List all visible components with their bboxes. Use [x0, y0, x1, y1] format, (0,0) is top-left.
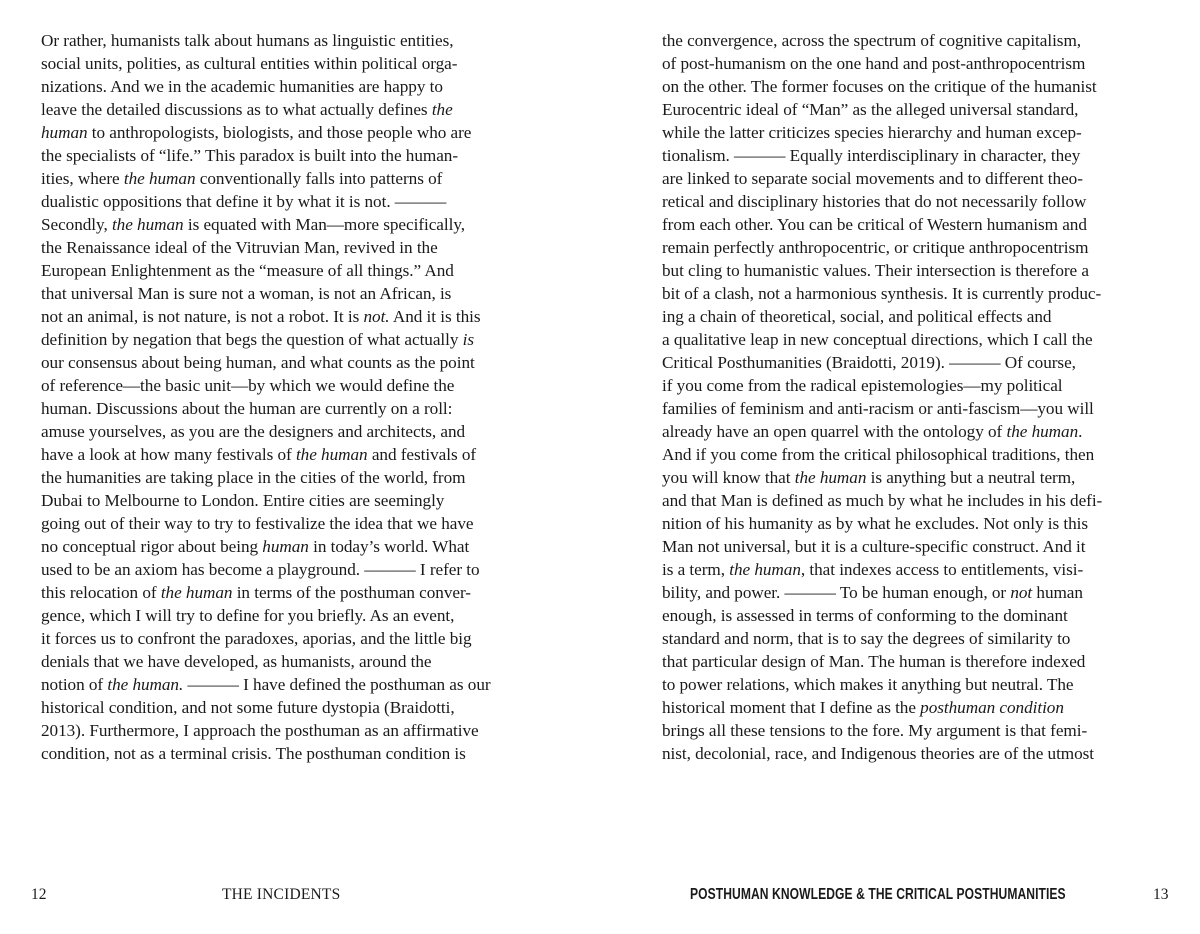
text-line [41, 512, 541, 535]
text-run: . [1078, 422, 1083, 442]
text-line [41, 558, 541, 581]
text-line [41, 236, 541, 259]
text-run: is anything but a neutral term, [866, 468, 1076, 488]
text-run: to power relations, which makes it anything but neutral. The [662, 675, 1074, 695]
text-run: to anthropologists, biologists, and those people who are [87, 123, 472, 143]
italic-text: is [462, 330, 475, 350]
text-line [41, 144, 541, 167]
text-line [41, 673, 541, 696]
text-line [662, 512, 1162, 535]
text-line [41, 696, 541, 719]
text-run: is a term, [662, 560, 730, 580]
text-run: families of feminism and anti-racism or anti-fascism—you will [662, 399, 1094, 419]
text-run: the Renaissance ideal of the Vitruvian Man, revived in the [41, 238, 438, 258]
text-run: it forces us to confront the paradoxes, aporias, and the little big [41, 629, 472, 649]
text-line [41, 121, 541, 144]
text-run: from each other. You can be critical of Western humanism and [662, 215, 1087, 235]
text-line [41, 397, 541, 420]
text-line [662, 52, 1162, 75]
text-line [662, 305, 1162, 328]
text-line [41, 742, 541, 765]
right-page-number: 13 [1153, 886, 1169, 903]
text-run: historical condition, and not some future dystopia (Braidotti, [41, 698, 455, 718]
text-run: leave the detailed discussions as to what actually defines [41, 100, 432, 120]
text-run: of post-humanism on the one hand and post-anthropocentrism [662, 54, 1086, 74]
text-line [662, 167, 1162, 190]
text-line [41, 29, 541, 52]
text-line [41, 190, 541, 213]
text-run: Man not universal, but it is a culture-specific construct. And it [662, 537, 1086, 557]
text-line [41, 535, 541, 558]
right-body-text [662, 29, 1162, 766]
italic-text: human [262, 537, 309, 557]
text-run: nist, decolonial, race, and Indigenous theories are of the utmost [662, 744, 1095, 764]
text-line [662, 282, 1162, 305]
text-run: notion of [41, 675, 108, 695]
text-run: nition of his humanity as by what he excludes. Not only is this [662, 514, 1089, 534]
text-run: bit of a clash, not a harmonious synthesis. It is currently produc- [662, 284, 1102, 304]
text-run: tionalism. ——— Equally interdisciplinary in character, they [662, 146, 1081, 166]
right-running-head: POSTHUMAN KNOWLEDGE & THE CRITICAL POSTHUMANITIES [690, 886, 1066, 903]
text-line [41, 351, 541, 374]
text-run: And if you come from the critical philosophical traditions, then [662, 445, 1095, 465]
text-run: you will know that [662, 468, 795, 488]
text-run: conventionally falls into patterns of [195, 169, 443, 189]
text-run: and that Man is defined as much by what he includes in his defi- [662, 491, 1103, 511]
text-line [662, 213, 1162, 236]
text-run: Critical Posthumanities (Braidotti, 2019). ——— Of course, [662, 353, 1076, 373]
text-line [662, 29, 1162, 52]
text-line [662, 489, 1162, 512]
text-run: if you come from the radical epistemologies—my political [662, 376, 1063, 396]
left-page-number: 12 [31, 886, 47, 903]
text-run: but cling to humanistic values. Their intersection is therefore a [662, 261, 1089, 281]
text-run: gence, which I will try to define for you briefly. As an event, [41, 606, 455, 626]
italic-text: the human [1006, 422, 1079, 442]
text-line [662, 351, 1162, 374]
text-run: going out of their way to try to festivalize the idea that we have [41, 514, 474, 534]
text-line [662, 236, 1162, 259]
text-line [41, 75, 541, 98]
text-run: social units, polities, as cultural entities within political orga- [41, 54, 458, 74]
italic-text: the human [160, 583, 233, 603]
text-line [662, 397, 1162, 420]
text-run: Or rather, humanists talk about humans as linguistic entities, [41, 31, 454, 50]
right-page [600, 0, 1200, 934]
text-run: denials that we have developed, as humanists, around the [41, 652, 432, 672]
text-line [41, 98, 541, 121]
text-line [662, 627, 1162, 650]
text-run: that universal Man is sure not a woman, is not an African, is [41, 284, 452, 304]
text-line [41, 627, 541, 650]
text-line [662, 558, 1162, 581]
text-line [41, 581, 541, 604]
text-line [41, 167, 541, 190]
text-run: are linked to separate social movements and to different theo- [662, 169, 1083, 189]
text-line [662, 604, 1162, 627]
text-run: brings all these tensions to the fore. My argument is that femi- [662, 721, 1088, 741]
text-line [41, 420, 541, 443]
text-line [662, 259, 1162, 282]
text-run: of reference—the basic unit—by which we would define the [41, 376, 455, 396]
text-line [41, 489, 541, 512]
text-run: ——— I have defined the posthuman as our [183, 675, 491, 695]
text-run: the convergence, across the spectrum of cognitive capitalism, [662, 31, 1082, 50]
text-line [662, 443, 1162, 466]
text-line [662, 420, 1162, 443]
italic-text: the human [295, 445, 368, 465]
text-run: 2013). Furthermore, I approach the posthuman as an affirmative [41, 721, 479, 741]
text-run: have a look at how many festivals of [41, 445, 296, 465]
text-line [662, 374, 1162, 397]
text-run: in terms of the posthuman conver- [232, 583, 471, 603]
text-run: European Enlightenment as the “measure of all things.” And [41, 261, 454, 281]
text-run: not an animal, is not nature, is not a robot. It is [41, 307, 364, 327]
text-run: amuse yourselves, as you are the designers and architects, and [41, 422, 466, 442]
text-line [41, 466, 541, 489]
text-line [662, 742, 1162, 765]
text-line [41, 443, 541, 466]
text-run: Eurocentric ideal of “Man” as the alleged universal standard, [662, 100, 1079, 120]
text-run: nizations. And we in the academic humanities are happy to [41, 77, 443, 97]
text-run: dualistic oppositions that define it by what it is not. ——— [41, 192, 447, 212]
italic-text: human [41, 123, 88, 143]
text-run: human. Discussions about the human are currently on a roll: [41, 399, 453, 419]
text-line [662, 121, 1162, 144]
italic-text: the human [111, 215, 184, 235]
text-line [41, 213, 541, 236]
text-run: remain perfectly anthropocentric, or critique anthropocentrism [662, 238, 1089, 258]
text-run: Secondly, [41, 215, 112, 235]
text-line [662, 328, 1162, 351]
text-line [662, 98, 1162, 121]
text-line [41, 719, 541, 742]
text-run: used to be an axiom has become a playground. ——— I refer to [41, 560, 480, 580]
text-line [41, 374, 541, 397]
italic-text: the human [123, 169, 196, 189]
italic-text: not. [363, 307, 390, 327]
text-run: enough, is assessed in terms of conforming to the dominant [662, 606, 1068, 626]
text-line [662, 673, 1162, 696]
text-run: And it is this [389, 307, 481, 327]
text-line [662, 581, 1162, 604]
text-run: Dubai to Melbourne to London. Entire cities are seemingly [41, 491, 445, 511]
text-line [662, 190, 1162, 213]
text-run: definition by negation that begs the question of what actually [41, 330, 463, 350]
italic-text: the [431, 100, 453, 120]
text-line [662, 650, 1162, 673]
text-line [662, 719, 1162, 742]
text-run: the specialists of “life.” This paradox is built into the human- [41, 146, 459, 166]
text-line [41, 650, 541, 673]
text-run: , that indexes access to entitlements, visi- [800, 560, 1084, 580]
italic-text: posthuman condition [920, 698, 1064, 718]
italic-text: not [1010, 583, 1033, 603]
text-run: ing a chain of theoretical, social, and political effects and [662, 307, 1052, 327]
text-run: no conceptual rigor about being [41, 537, 263, 557]
text-run: on the other. The former focuses on the critique of the humanist [662, 77, 1097, 97]
text-line [662, 144, 1162, 167]
text-run: human [1032, 583, 1083, 603]
text-line [41, 52, 541, 75]
text-line [41, 259, 541, 282]
text-run: ities, where [41, 169, 124, 189]
left-body-text [41, 29, 541, 766]
text-run: a qualitative leap in new conceptual directions, which I call the [662, 330, 1093, 350]
text-run: bility, and power. ——— To be human enough, or [662, 583, 1011, 603]
text-run: already have an open quarrel with the ontology of [662, 422, 1007, 442]
text-run: standard and norm, that is to say the degrees of similarity to [662, 629, 1071, 649]
text-run: the humanities are taking place in the cities of the world, from [41, 468, 466, 488]
text-line [41, 305, 541, 328]
text-run: historical moment that I define as the [662, 698, 921, 718]
text-run: while the latter criticizes species hierarchy and human excep- [662, 123, 1082, 143]
text-run: and festivals of [367, 445, 477, 465]
text-line [662, 535, 1162, 558]
text-run: our consensus about being human, and what counts as the point [41, 353, 475, 373]
italic-text: the human [794, 468, 867, 488]
text-line [662, 466, 1162, 489]
text-line [662, 75, 1162, 98]
text-line [662, 696, 1162, 719]
text-line [41, 604, 541, 627]
text-run: retical and disciplinary histories that do not necessarily follow [662, 192, 1087, 212]
italic-text: the human. [107, 675, 184, 695]
left-running-head: THE INCIDENTS [222, 886, 341, 903]
text-run: this relocation of [41, 583, 161, 603]
text-run: that particular design of Man. The human is therefore indexed [662, 652, 1086, 672]
text-line [41, 328, 541, 351]
text-run: is equated with Man—more specifically, [183, 215, 465, 235]
italic-text: the human [729, 560, 801, 580]
text-run: in today’s world. What [308, 537, 470, 557]
text-run: condition, not as a terminal crisis. The posthuman condition is [41, 744, 466, 764]
text-line [41, 282, 541, 305]
